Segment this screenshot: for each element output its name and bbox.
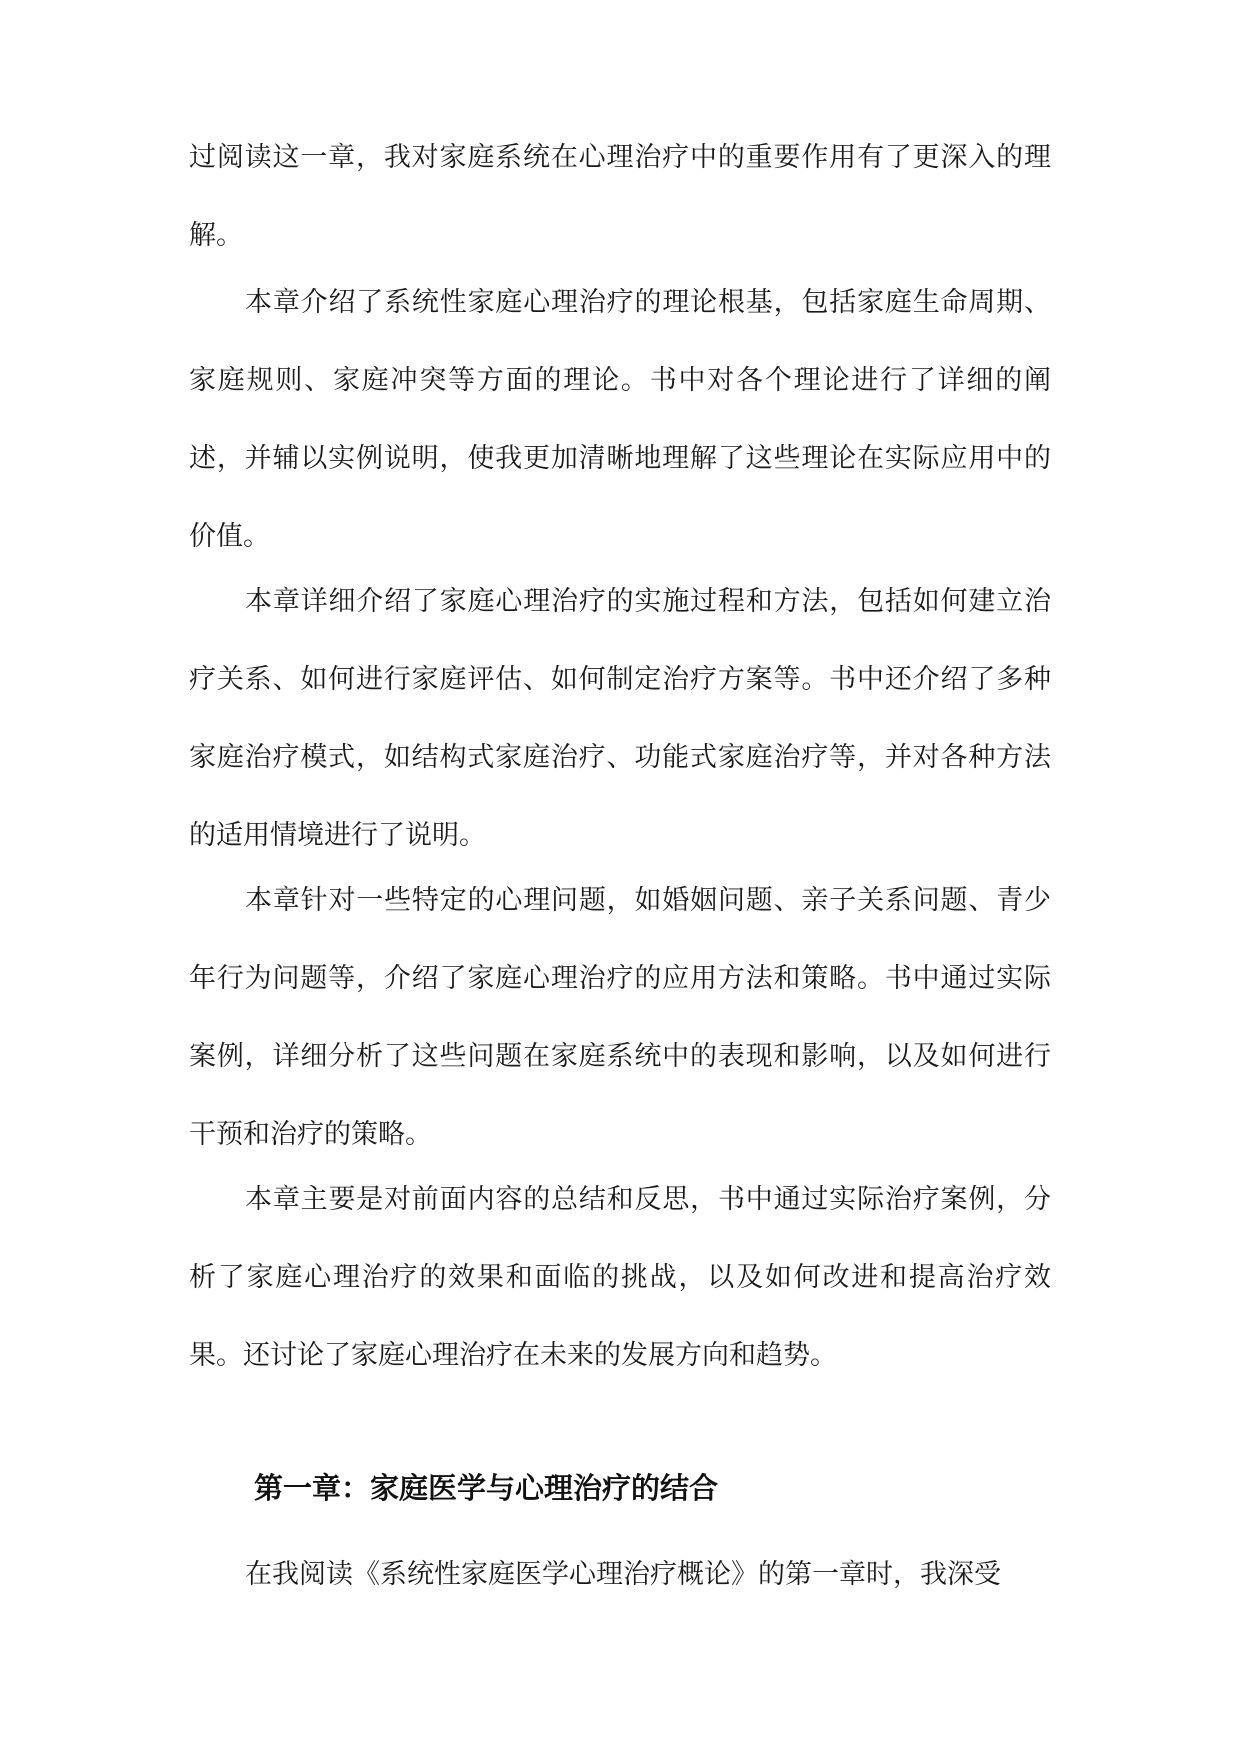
chapter-heading: 第一章：家庭医学与心理治疗的结合: [254, 1471, 719, 1505]
paragraph-chapter-one-intro: 在我阅读《系统性家庭医学心理治疗概论》的第一章时，我深受: [245, 1559, 1001, 1590]
paragraph-continuation: 过阅读这一章，我对家庭系统在心理治疗中的重要作用有了更深入的理解。: [189, 142, 1051, 251]
paragraph-theory: 本章介绍了系统性家庭心理治疗的理论根基，包括家庭生命周期、家庭规则、家庭冲突等方面的理论。书中对各个理论进行了详细的阐述，并辅以实例说明，使我更加清晰地理解了这些理论在实际应用中的价值。: [189, 287, 1051, 552]
paragraph-applications: 本章针对一些特定的心理问题，如婚姻问题、亲子关系问题、青少年行为问题等，介绍了家庭心理治疗的应用方法和策略。书中通过实际案例，详细分析了这些问题在家庭系统中的表现和影响，以及如何进行干预和治疗的策略。: [189, 885, 1051, 1150]
paragraph-summary: 本章主要是对前面内容的总结和反思，书中通过实际治疗案例，分析了家庭心理治疗的效果和面临的挑战，以及如何改进和提高治疗效果。还讨论了家庭心理治疗在未来的发展方向和趋势。: [189, 1184, 1051, 1371]
paragraph-methods: 本章详细介绍了家庭心理治疗的实施过程和方法，包括如何建立治疗关系、如何进行家庭评估、如何制定治疗方案等。书中还介绍了多种家庭治疗模式，如结构式家庭治疗、功能式家庭治疗等，并对各种方法的适用情境进行了说明。: [189, 586, 1051, 851]
